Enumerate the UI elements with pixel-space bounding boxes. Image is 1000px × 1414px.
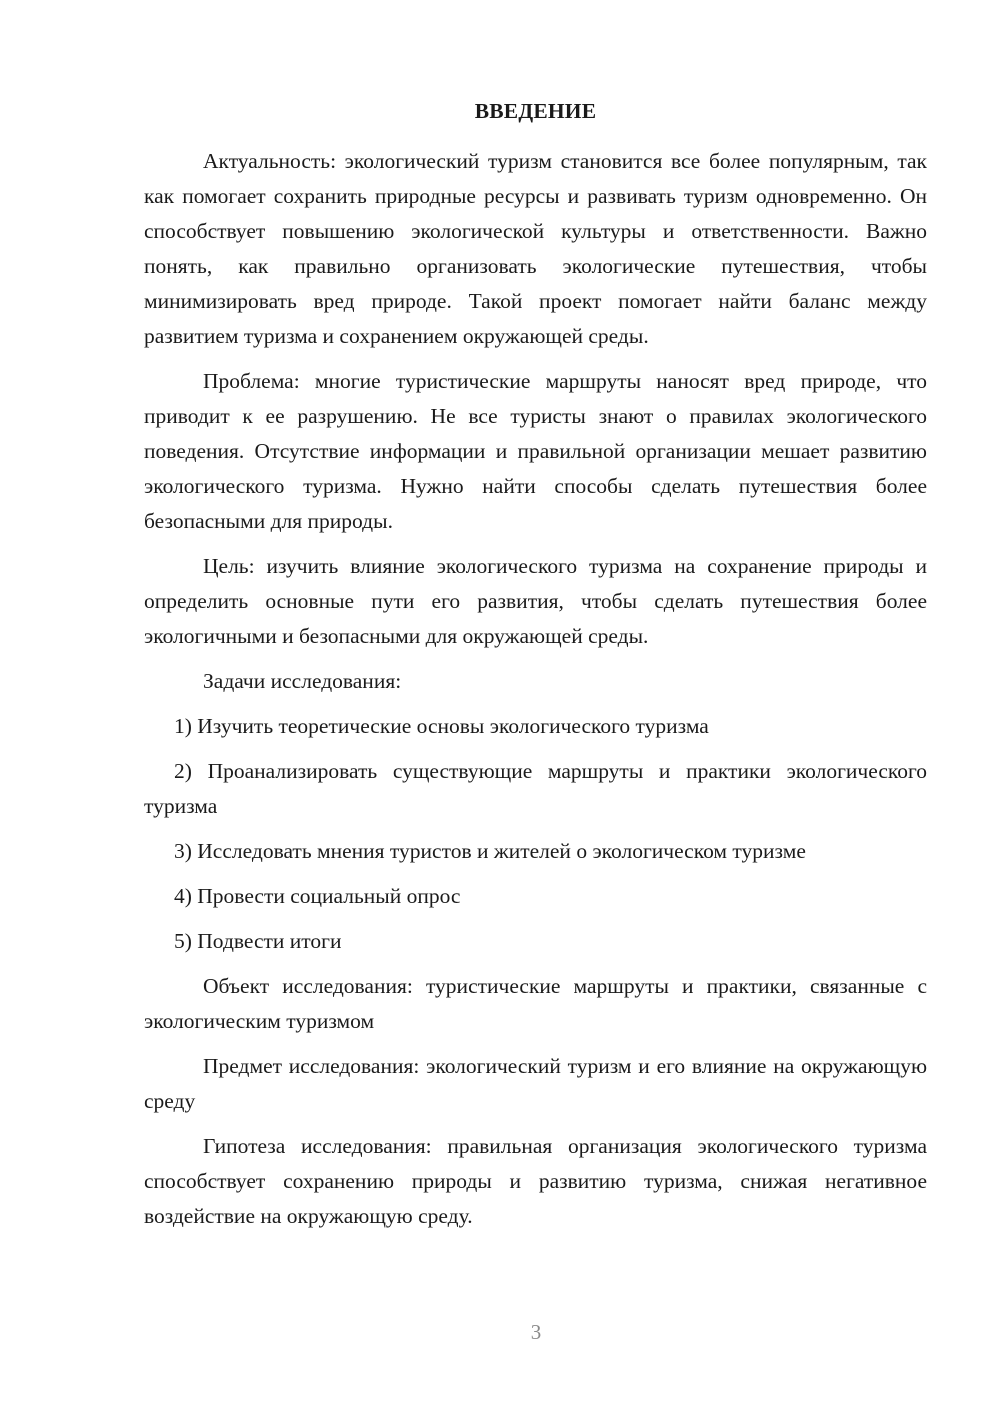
task-item-2: 2) Проанализировать существующие маршруты и практики экологического туризма: [144, 759, 927, 818]
task-item-4: 4) Провести социальный опрос: [174, 884, 461, 908]
tasks-heading: Задачи исследования:: [203, 669, 402, 693]
document-page: [144, 96, 927, 1244]
paragraph-hypothesis: Гипотеза исследования: правильная организация экологического туризма способствует сохранению природы и развитию туризма, снижая негативное воздействие на окружающую среду.: [144, 1134, 927, 1228]
page-number: 3: [530, 1320, 542, 1344]
section-title: ВВЕДЕНИЕ: [474, 99, 597, 123]
paragraph-goal: Цель: изучить влияние экологического туризма на сохранение природы и определить основные пути его развития, чтобы сделать путешествия более экологичными и безопасными для окружающей среды.: [144, 554, 927, 648]
paragraph-problem: Проблема: многие туристические маршруты наносят вред природе, что приводит к ее разрушению. Не все туристы знают о правилах экологического поведения. Отсутствие информации и правильной организации мешает развитию экологического туризма. Нужно найти способы сделать путешествия более безопасными для природы.: [144, 369, 927, 533]
paragraph-subject: Предмет исследования: экологический туризм и его влияние на окружающую среду: [144, 1054, 927, 1113]
paragraph-object: Объект исследования: туристические маршруты и практики, связанные с экологическим туризмом: [144, 974, 927, 1033]
task-item-3: 3) Исследовать мнения туристов и жителей о экологическом туризме: [174, 839, 806, 863]
paragraph-relevance: Актуальность: экологический туризм становится все более популярным, так как помогает сохранить природные ресурсы и развивать туризм одновременно. Он способствует повышению экологической культуры и ответственности. Важно понять, как правильно организовать экологические путешествия, чтобы минимизировать вред природе. Такой проект помогает найти баланс между развитием туризма и сохранением окружающей среды.: [144, 149, 927, 348]
task-item-5: 5) Подвести итоги: [174, 929, 342, 953]
task-item-1: 1) Изучить теоретические основы экологического туризма: [174, 714, 709, 738]
